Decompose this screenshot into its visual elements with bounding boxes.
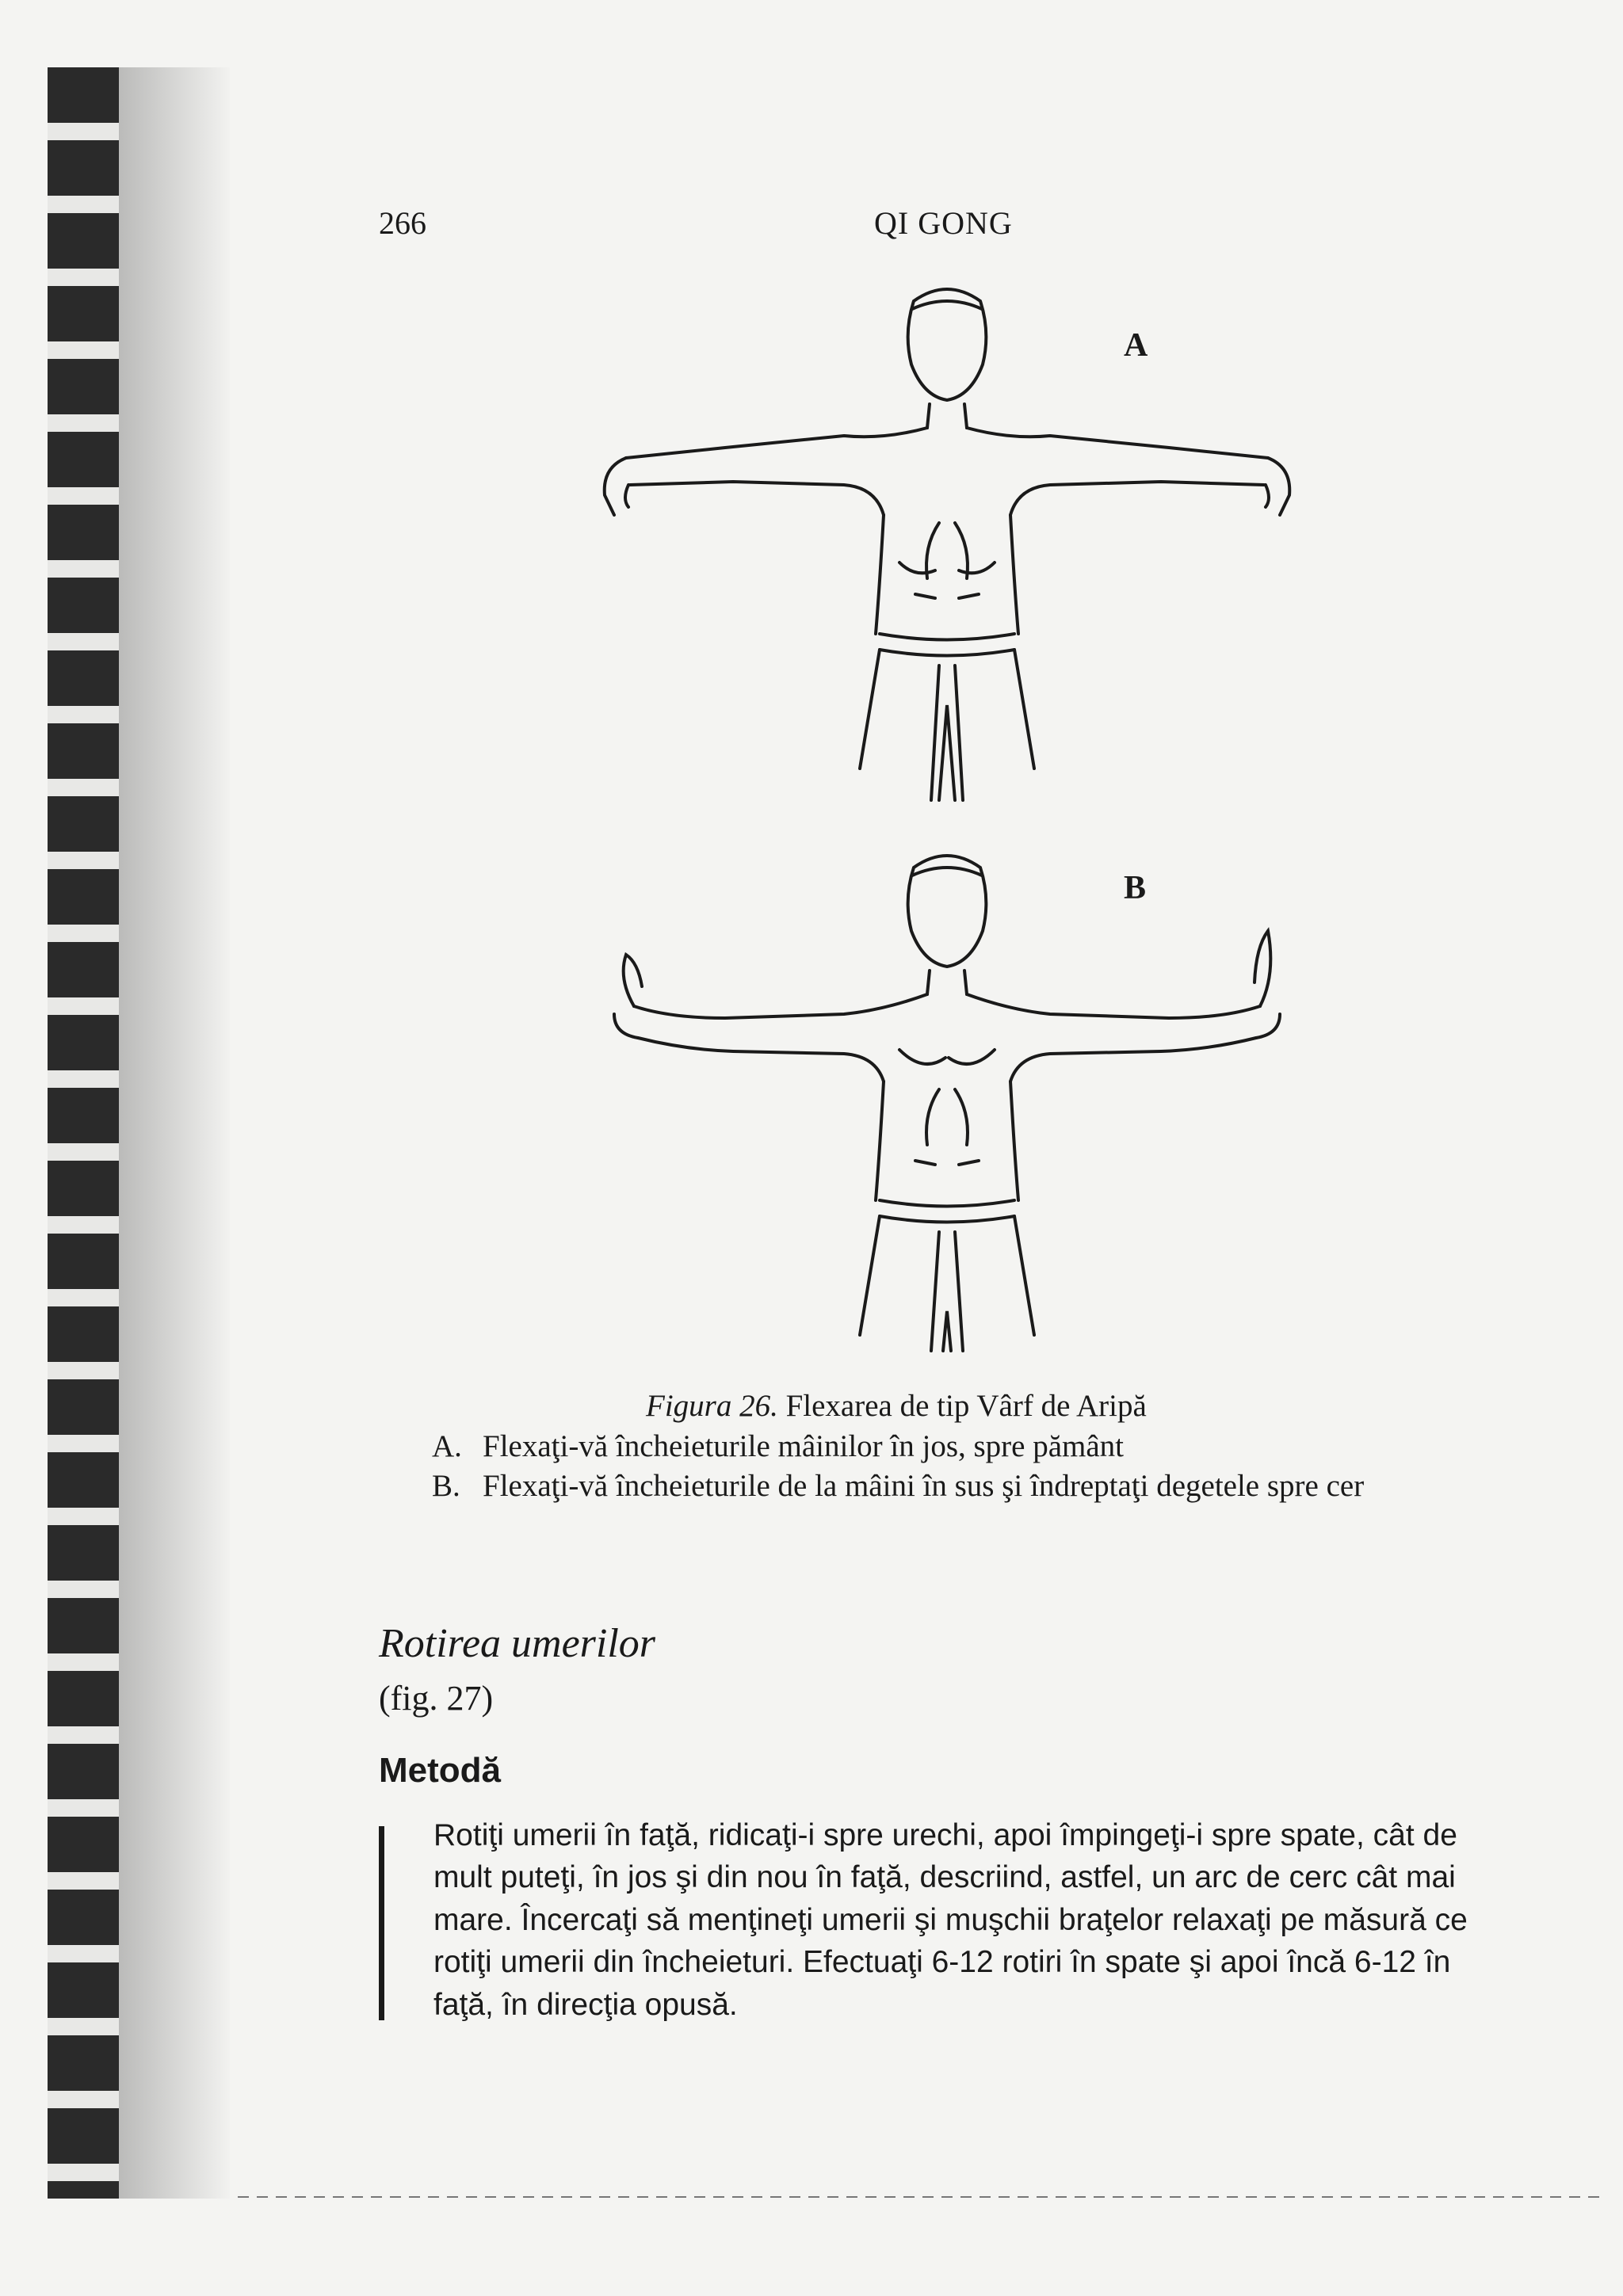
page-number: 266 — [379, 205, 426, 241]
caption-item-marker: A. — [432, 1428, 462, 1463]
figure-a-illustration — [567, 277, 1327, 816]
figure-b-illustration — [567, 844, 1327, 1367]
method-heading: Metodă — [379, 1751, 501, 1790]
binding-shadow — [119, 67, 230, 2199]
figure-a-drawing — [567, 277, 1327, 816]
caption-figure-title: Flexarea de tip Vârf de Aripă — [785, 1389, 1147, 1423]
caption-item-marker: B. — [432, 1469, 460, 1504]
figure-caption — [432, 1386, 1478, 1507]
figure-reference: (fig. 27) — [379, 1679, 494, 1718]
running-title: QI GONG — [874, 205, 1013, 241]
caption-figure-label: Figura 26. — [646, 1389, 778, 1423]
caption-item-text: Flexaţi-vă încheieturile de la mâini în sus şi îndreptaţi degetele spre cer — [483, 1469, 1365, 1504]
method-margin-bar — [379, 1826, 384, 2020]
caption-title — [432, 1386, 1478, 1427]
method-paragraph: Rotiţi umerii în faţă, ridicaţi-i spre urechi, apoi împingeţi-i spre spate, cât de mult puteţi, în jos şi din nou în faţă, descriind, astfel, un arc de cerc cât mai mare. Încercaţi să menţineţi umerii şi muşchii braţelor relaxaţi pe măsură ce rotiţi umerii din încheieturi. Efectuaţi 6-12 rotiri în spate şi apoi încă 6-12 în faţă, în direcţia opusă. — [433, 1818, 1468, 2022]
spiral-binding-edge — [48, 67, 119, 2199]
figure-a-label: A — [1124, 327, 1148, 364]
section-title: Rotirea umerilor — [379, 1621, 656, 1666]
caption-item-a — [432, 1427, 1478, 1467]
bottom-edge-line — [238, 2196, 1601, 2198]
caption-item-b — [432, 1466, 1478, 1507]
caption-item-text: Flexaţi-vă încheieturile mâinilor în jos, spre pământ — [483, 1428, 1125, 1463]
figure-b-drawing — [567, 844, 1327, 1367]
figure-b-label: B — [1124, 870, 1147, 906]
